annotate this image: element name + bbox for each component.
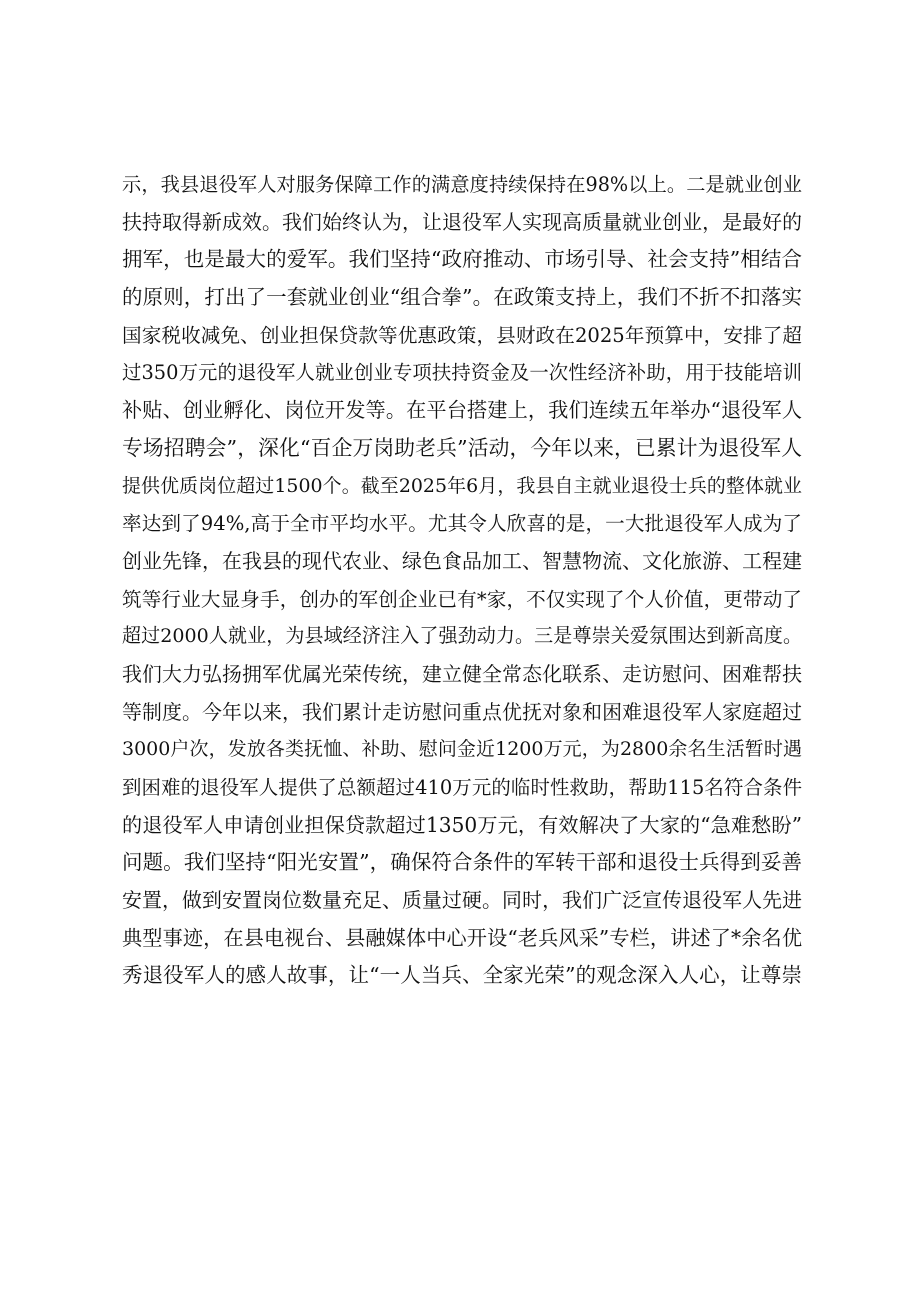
text-line-8: 专场招聘会”，深化“百企万岗助老兵”活动，今年以来，已累计为退役军人 [122,435,802,460]
text-line-19: 问题。我们坚持“阳光安置”，确保符合条件的军转干部和退役士兵得到妥善 [122,850,802,875]
text-line-17: 到困难的退役军人提供了总额超过410万元的临时性救助，帮助115名符合条件 [122,776,802,799]
text-line-21: 典型事迹，在县电视台、县融媒体中心开设“老兵风采”专栏，讲述了*余名优 [122,925,802,950]
text-line-12: 筑等行业大显身手，创办的军创企业已有*家，不仅实现了个人价值，更带动了 [122,587,802,611]
text-line-4: 的原则，打出了一套就业创业“组合拳”。在政策支持上，我们不折不扣落实 [122,285,802,310]
text-line-2: 扶持取得新成效。我们始终认为，让退役军人实现高质量就业创业，是最好的 [122,210,802,234]
text-line-16: 3000户次，发放各类抚恤、补助、慰问金近1200万元，为2800余名生活暂时遇 [122,738,802,761]
text-line-10: 率达到了94%,高于全市平均水平。尤其令人欣喜的是，一大批退役军人成为了 [122,512,802,536]
text-line-5: 国家税收减免、创业担保贷款等优惠政策，县财政在2025年预算中，安排了超 [122,323,802,347]
text-line-11: 创业先锋，在我县的现代农业、绿色食品加工、智慧物流、文化旅游、工程建 [122,549,802,573]
text-line-18: 的退役军人申请创业担保贷款超过1350万元，有效解决了大家的“急难愁盼” [122,812,802,837]
text-line-13: 超过2000人就业，为县域经济注入了强劲动力。三是尊崇关爱氛围达到新高度。 [122,625,802,648]
text-line-7: 补贴、创业孵化、岗位开发等。在平台搭建上，我们连续五年举办“退役军人 [122,398,802,423]
text-line-3: 拥军，也是最大的爱军。我们坚持“政府推动、市场引导、社会支持”相结合 [122,247,802,272]
text-line-14: 我们大力弘扬拥军优属光荣传统，建立健全常态化联系、走访慰问、困难帮扶 [122,662,802,686]
body-text [122,166,802,995]
text-line-6: 过350万元的退役军人就业创业专项扶持资金及一次性经济补助，用于技能培训 [122,361,802,385]
text-line-20: 安置，做到安置岗位数量充足、质量过硬。同时，我们广泛宣传退役军人先进 [122,889,802,913]
text-line-9: 提供优质岗位超过1500个。截至2025年6月，我县自主就业退役士兵的整体就业 [122,474,802,497]
text-line-22: 秀退役军人的感人故事，让“一人当兵、全家光荣”的观念深入人心，让尊崇 [122,963,802,988]
text-line-15: 等制度。今年以来，我们累计走访慰问重点优抚对象和困难退役军人家庭超过 [122,700,802,724]
text-line-1: 示，我县退役军人对服务保障工作的满意度持续保持在98%以上。二是就业创业 [122,173,802,196]
